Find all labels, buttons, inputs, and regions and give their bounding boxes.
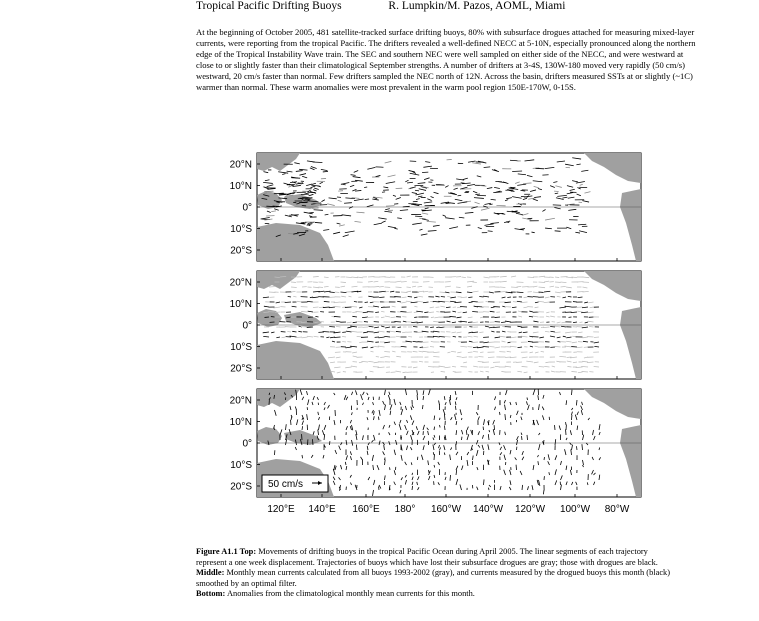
intro-paragraph: At the beginning of October 2005, 481 satellite-tracked surface drifting buoys, 80% with subsurface drogues attached for measuring mixed-layer currents, were reporting from the tropical Pacific. The drifters revealed a well-defined NECC at 5-10N, especially pronounced along the northern edge of the Tropical Instability Wave train. The SEC and southern NEC were well sampled on either side of the NECC, and were westward at close to or slightly faster than their climatological September strengths. A number of drifters at 3-4S, 130W-180 moved very rapidly (50 cm/s) westward, 20 cm/s faster than normal. Few drifters sampled the NEC north of 12N. Across the basin, drifters measured SSTs at or slightly (~1C) warmer than normal. These warm anomalies were most prevalent in the warm pool region 150E-170W, 0-15S.: [196, 27, 696, 92]
current-arrow: [396, 331, 401, 332]
current-arrow: [374, 346, 379, 347]
caption-top: [196, 547, 676, 568]
current-arrow: [444, 414, 445, 420]
current-arrow: [375, 312, 379, 313]
lon-label: 140°W: [472, 504, 504, 515]
current-arrow: [429, 312, 434, 313]
trajectory-segment: [266, 206, 275, 207]
current-arrow: [412, 473, 413, 475]
lat-label: 20°N: [229, 159, 252, 171]
lon-label: 80°W: [604, 504, 630, 515]
current-arrow: [589, 326, 593, 327]
current-arrow: [413, 326, 417, 327]
current-arrow: [352, 312, 357, 313]
caption-middle: [196, 568, 676, 589]
current-arrow: [334, 306, 341, 307]
current-arrow: [312, 439, 313, 445]
current-arrow: [478, 361, 484, 362]
trajectory-segment: [344, 203, 352, 204]
current-arrow: [557, 341, 560, 342]
current-arrow: [468, 297, 472, 298]
current-arrow: [527, 397, 528, 400]
current-arrow: [430, 327, 434, 328]
lon-label: 140°E: [308, 504, 336, 515]
current-arrow: [441, 371, 445, 372]
caption-bottom-label: Bottom:: [196, 589, 226, 599]
current-arrow: [329, 326, 335, 327]
caption-middle-text: Monthly mean currents calculated from all buoys 1993-2002 (gray), and currents measured by the drogued buoys this month (black) smoothed by an optimal filter.: [196, 568, 671, 588]
current-arrow: [412, 486, 413, 490]
current-arrow: [479, 332, 483, 333]
current-arrow: [500, 287, 505, 288]
lat-label: 0°: [242, 320, 252, 332]
current-arrow: [480, 352, 483, 353]
current-arrow: [319, 287, 324, 288]
current-arrow: [313, 276, 319, 277]
trajectory-segment: [364, 187, 367, 188]
current-arrow: [384, 351, 390, 352]
current-arrow: [367, 317, 374, 318]
lon-label: 120°E: [267, 504, 295, 515]
current-arrow: [413, 351, 418, 352]
trajectory-segment: [313, 162, 323, 163]
current-arrow: [567, 366, 571, 367]
current-arrow: [594, 366, 599, 367]
lat-label: 10°S: [230, 224, 252, 235]
current-arrow: [522, 485, 523, 490]
caption-top-text: Movements of drifting buoys in the tropical Pacific Ocean during April 2005. The linear segments of each trajectory represent a one week displacement. Trajectories of buoys which have lost their subsurface drogues are gray; those with drogues are black.: [196, 547, 658, 567]
current-arrow: [468, 352, 473, 353]
current-arrow: [365, 302, 368, 303]
current-arrow: [450, 316, 456, 317]
lat-label: 20°N: [229, 277, 252, 289]
current-arrow: [334, 337, 340, 338]
current-arrow: [302, 426, 303, 430]
map-panel-middle: [230, 271, 641, 379]
lon-label: 160°E: [352, 504, 380, 515]
trajectory-segment: [323, 171, 328, 172]
current-arrow: [489, 430, 490, 432]
lat-label: 20°S: [230, 481, 252, 493]
current-arrow: [488, 357, 494, 358]
current-arrow: [572, 390, 573, 395]
current-arrow: [401, 292, 407, 293]
lat-label: 0°: [242, 202, 252, 214]
lon-label: 180°: [394, 504, 416, 515]
lat-label: 10°N: [229, 299, 252, 310]
page-title: Tropical Pacific Drifting Buoys: [196, 0, 342, 12]
authors: R. Lumpkin/M. Pazos, AOML, Miami: [388, 0, 566, 12]
current-arrow: [335, 292, 339, 293]
current-arrow: [379, 297, 384, 298]
lat-label: 10°N: [229, 181, 252, 192]
lat-label: 20°N: [229, 395, 252, 407]
trajectory-segment: [502, 214, 506, 215]
current-arrow: [324, 301, 330, 302]
current-arrow: [341, 282, 346, 283]
current-arrow: [460, 306, 467, 307]
current-arrow: [479, 296, 483, 297]
lon-label: 120°W: [514, 504, 546, 515]
current-arrow: [378, 417, 379, 420]
current-arrow: [440, 292, 446, 293]
trajectory-segment: [314, 210, 323, 211]
current-arrow: [430, 346, 434, 347]
current-arrow: [431, 341, 434, 342]
lon-label: 100°W: [559, 504, 591, 515]
current-arrow: [500, 291, 505, 292]
current-arrow: [555, 277, 559, 278]
lat-label: 10°S: [230, 460, 252, 471]
trajectory-segment: [365, 199, 369, 200]
current-arrow: [301, 311, 307, 312]
current-arrow: [478, 356, 483, 357]
map-panel-top: [230, 153, 641, 261]
current-arrow: [444, 426, 445, 430]
current-arrow: [323, 307, 330, 308]
current-arrow: [489, 346, 494, 347]
lat-label: 0°: [242, 438, 252, 450]
current-arrow: [501, 322, 505, 323]
trajectory-segment: [289, 215, 299, 216]
trajectory-segment: [535, 168, 544, 169]
trajectory-segment: [293, 202, 296, 203]
lat-label: 20°S: [230, 245, 252, 257]
trajectory-segment: [415, 190, 419, 191]
figure-caption: [196, 547, 676, 600]
current-arrow: [473, 351, 478, 352]
current-arrow: [456, 287, 460, 288]
lat-label: 10°S: [230, 342, 252, 353]
lat-label: 20°S: [230, 363, 252, 375]
current-arrow: [330, 292, 335, 293]
trajectory-segment: [415, 216, 422, 217]
current-arrow: [401, 281, 407, 282]
current-arrow: [462, 357, 467, 358]
caption-bottom: [196, 589, 676, 600]
scale-legend: [262, 475, 328, 492]
lat-label: 10°N: [229, 417, 252, 428]
current-arrow: [440, 418, 441, 420]
caption-middle-label: Middle:: [196, 568, 225, 578]
current-arrow: [441, 296, 445, 297]
current-arrow: [483, 346, 489, 347]
current-arrow: [582, 371, 588, 372]
lon-label: 160°W: [430, 504, 462, 515]
current-arrow: [484, 479, 485, 485]
scale-label: 50 cm/s: [268, 479, 304, 490]
caption-bottom-text: Anomalies from the climatological monthly mean currents for this month.: [226, 589, 475, 599]
current-arrow: [407, 287, 411, 288]
current-arrow: [422, 405, 423, 409]
trajectory-segment: [512, 171, 522, 172]
current-arrow: [473, 282, 477, 283]
current-arrow: [302, 455, 303, 458]
current-arrow: [436, 327, 439, 328]
current-arrow: [488, 488, 489, 490]
caption-top-label: Figure A1.1 Top:: [196, 547, 257, 556]
